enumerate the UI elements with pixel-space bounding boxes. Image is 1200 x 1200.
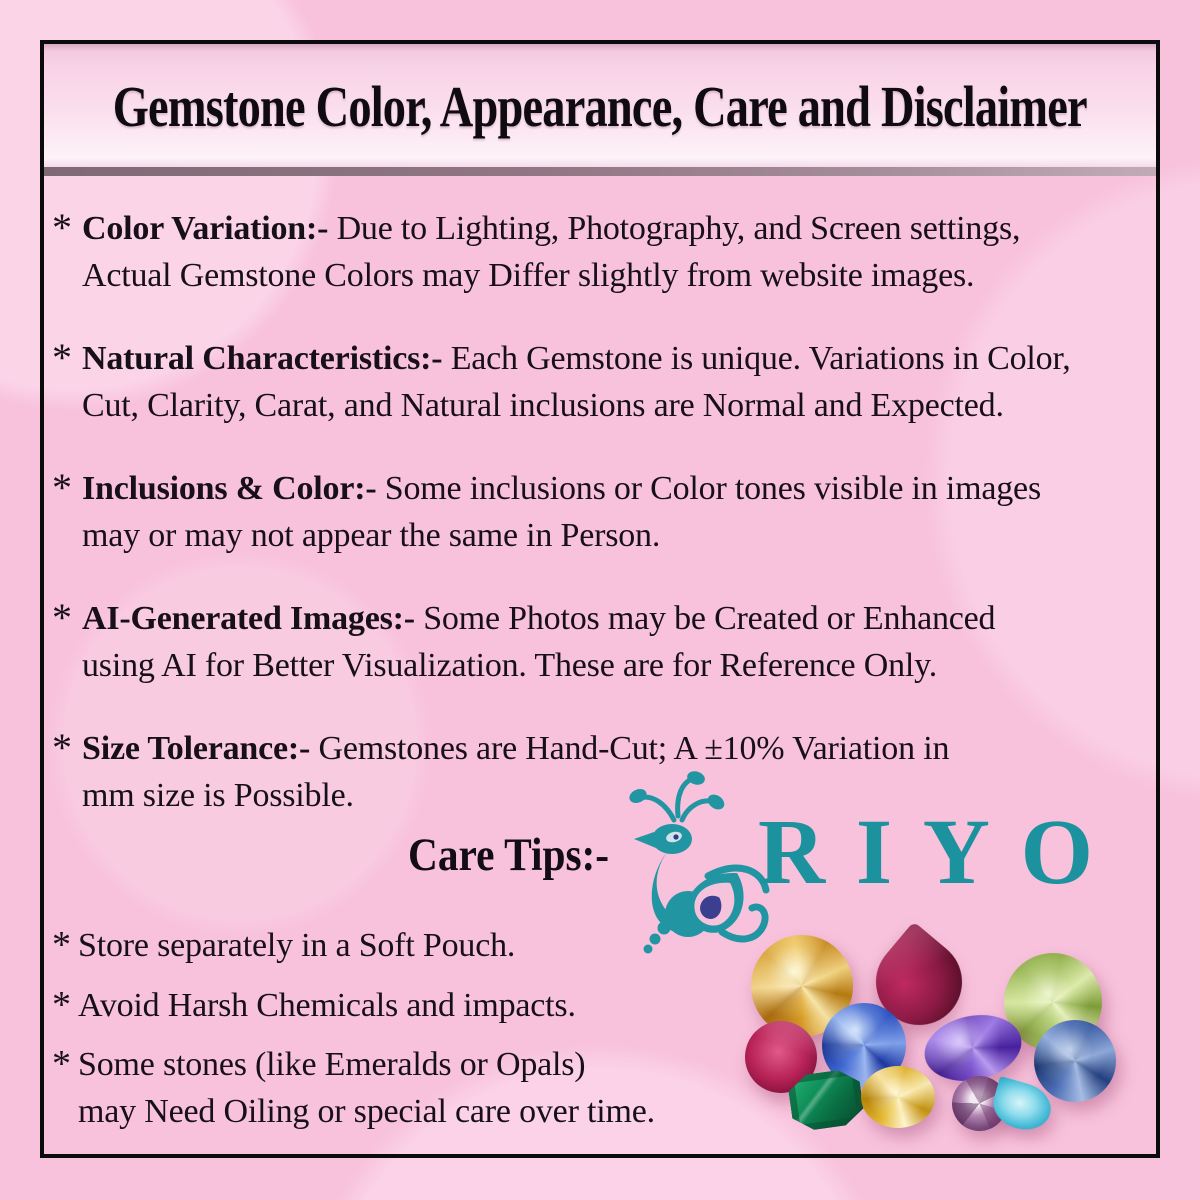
disclaimer-label: AI-Generated Images:- <box>82 600 415 637</box>
disclaimer-text: Some inclusions or Color tones visible in images <box>384 470 1041 507</box>
disclaimer-text-line2: Cut, Clarity, Carat, and Natural inclusions are Normal and Expected. <box>82 387 1004 424</box>
care-tip-text: Store separately in a Soft Pouch. <box>78 927 516 964</box>
disclaimer-text-line2: using AI for Better Visualization. These are for Reference Only. <box>82 647 938 684</box>
disclaimer-text-line2: may or may not appear the same in Person. <box>82 517 661 554</box>
asterisk-icon: * <box>52 335 72 380</box>
care-tips-heading: Care Tips:- <box>408 829 610 881</box>
care-tip-text: Avoid Harsh Chemicals and impacts. <box>78 987 576 1024</box>
asterisk-icon: * <box>52 205 72 250</box>
disclaimer-text: Due to Lighting, Photography, and Screen settings, <box>336 210 1021 247</box>
asterisk-icon: * <box>52 595 72 640</box>
care-tip-text-line2: may Need Oiling or special care over time. <box>78 1093 655 1130</box>
disclaimer-text-line2: mm size is Possible. <box>82 777 354 814</box>
disclaimer-text-line2: Actual Gemstone Colors may Differ slightly from website images. <box>82 257 975 294</box>
brand-name: RIYO <box>758 801 1124 904</box>
asterisk-icon: * <box>52 1043 71 1085</box>
disclaimer-text: Each Gemstone is unique. Variations in Color, <box>450 340 1071 377</box>
disclaimer-label: Natural Characteristics:- <box>82 340 443 377</box>
disclaimer-label: Color Variation:- <box>82 210 329 247</box>
disclaimer-label: Size Tolerance:- <box>82 730 311 767</box>
care-tip-text: Some stones (like Emeralds or Opals) <box>78 1046 586 1083</box>
asterisk-icon: * <box>52 924 71 966</box>
disclaimer-text: Some Photos may be Created or Enhanced <box>423 600 996 637</box>
asterisk-icon: * <box>52 465 72 510</box>
page-title: Gemstone Color, Appearance, Care and Disclaimer <box>112 73 1088 139</box>
card-border-frame <box>40 40 1160 1158</box>
asterisk-icon: * <box>52 984 71 1026</box>
disclaimer-label: Inclusions & Color:- <box>82 470 377 507</box>
asterisk-icon: * <box>52 725 72 770</box>
disclaimer-text: Gemstones are Hand-Cut; A ±10% Variation in <box>318 730 950 767</box>
